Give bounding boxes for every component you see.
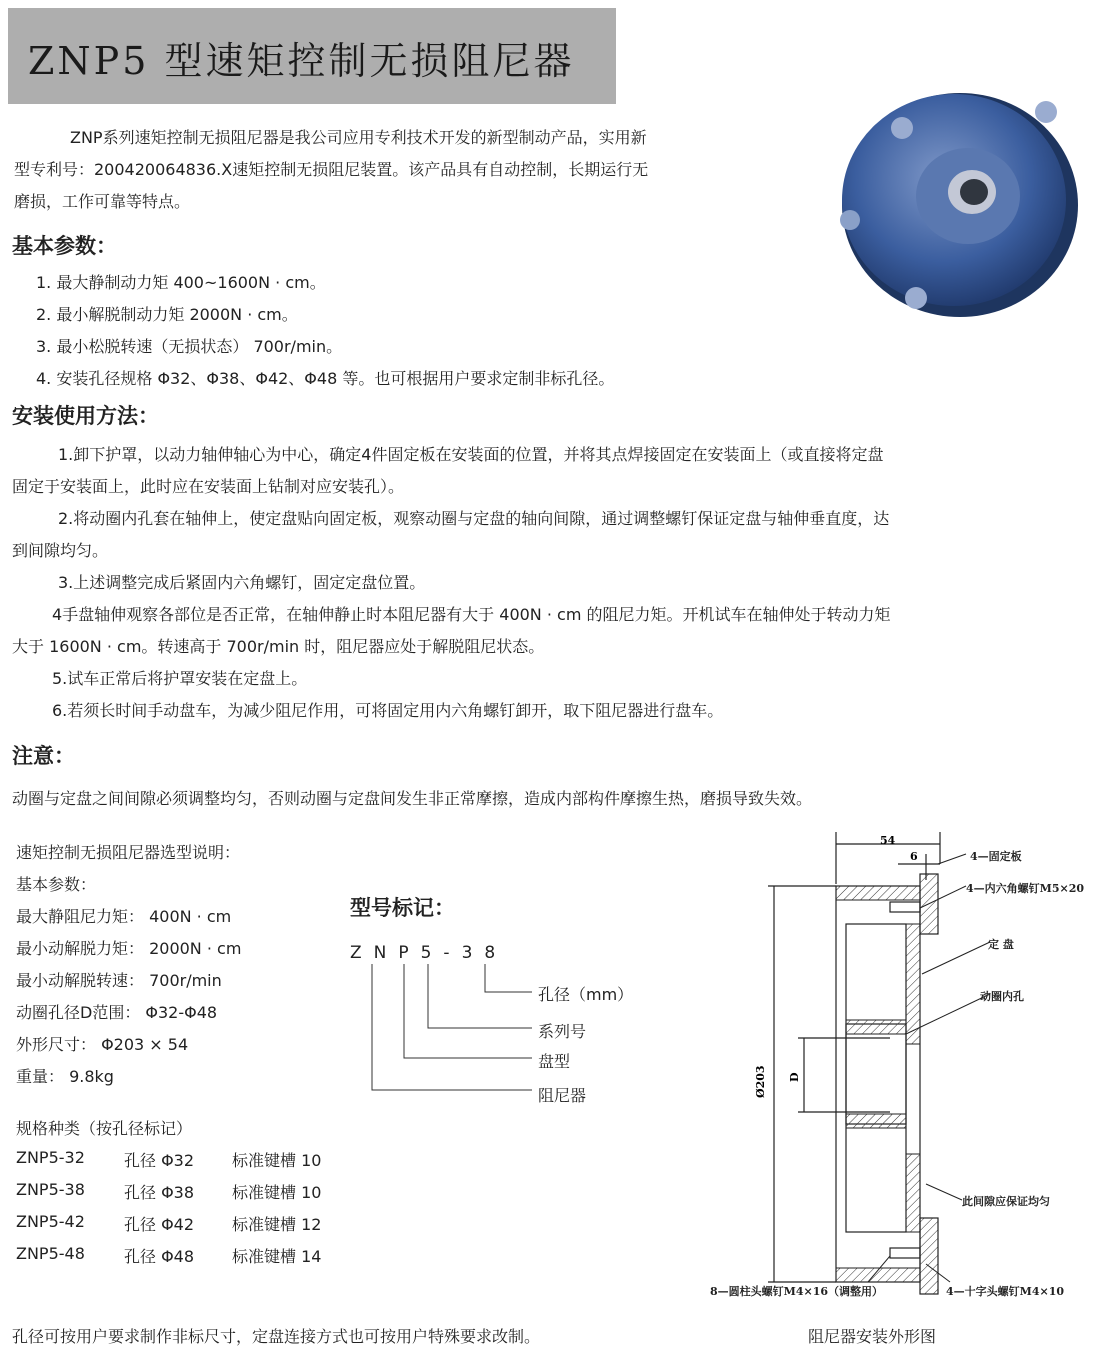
mark-label: 孔径（mm） [538, 985, 634, 1004]
callout-label: 定 盘 [988, 938, 1014, 951]
callout-label: 4—内六角螺钉M5×20 [966, 882, 1085, 895]
param-item: 3. 最小松脱转速（无损状态） 700r/min。 [36, 337, 343, 356]
spec-bore: 孔径 Φ48 [124, 1247, 195, 1266]
install-line: 到间隙均匀。 [12, 541, 109, 560]
selection-line: 动圈孔径D范围： Φ32-Φ48 [16, 1003, 218, 1022]
callout-label: 4—十字头螺钉M4×10 [946, 1285, 1065, 1298]
install-line: 6.若须长时间手动盘车，为减少阻尼作用，可将固定用内六角螺钉卸开，取下阻尼器进行盘车。 [52, 701, 724, 720]
callout-label: 动圈内孔 [980, 990, 1024, 1003]
spec-bore: 孔径 Φ38 [124, 1183, 195, 1202]
spec-model: ZNP5-38 [16, 1180, 85, 1199]
installation-diagram [690, 824, 1090, 1308]
model-mark-heading: 型号标记： [350, 896, 455, 920]
dim-203: Ø203 [754, 1065, 767, 1098]
callout-label: 8—圆柱头螺钉M4×16（调整用） [710, 1285, 884, 1298]
diagram-caption: 阻尼器安装外形图 [808, 1327, 937, 1346]
notice-heading: 注意： [12, 744, 75, 768]
mark-label: 盘型 [538, 1052, 571, 1071]
dim-6: 6 [910, 850, 918, 863]
install-line: 1.卸下护罩，以动力轴伸轴心为中心，确定4件固定板在安装面的位置，并将其点焊接固定在安装面上（或直接将定盘 [58, 445, 884, 464]
spec-keyway: 标准键槽 10 [232, 1183, 322, 1202]
notice-text: 动圈与定盘之间间隙必须调整均匀，否则动圈与定盘间发生非正常摩擦，造成内部构件摩擦生热，磨损导致失效。 [12, 789, 813, 808]
spec-bore: 孔径 Φ42 [124, 1215, 195, 1234]
selection-line: 速矩控制无损阻尼器选型说明： [16, 843, 241, 862]
install-line: 2.将动圈内孔套在轴伸上，使定盘贴向固定板，观察动圈与定盘的轴向间隙，通过调整螺钉保证定盘与轴伸垂直度，达 [58, 509, 890, 528]
spec-bore: 孔径 Φ32 [124, 1151, 195, 1170]
selection-line: 最大静阻尼力矩： 400N · cm [16, 907, 232, 926]
selection-line: 基本参数： [16, 875, 97, 894]
param-item: 1. 最大静制动力矩 400~1600N · cm。 [36, 273, 326, 292]
install-heading: 安装使用方法： [12, 404, 159, 428]
intro-line: 磨损，工作可靠等特点。 [14, 192, 191, 211]
install-line: 5.试车正常后将护罩安装在定盘上。 [52, 669, 308, 688]
spec-model: ZNP5-48 [16, 1244, 85, 1263]
product-photo [820, 80, 1082, 320]
mark-label: 阻尼器 [538, 1086, 587, 1105]
footer-note: 孔径可按用户要求制作非标尺寸，定盘连接方式也可按用户特殊要求改制。 [12, 1327, 541, 1346]
intro-line: 型专利号：200420064836.X速矩控制无损阻尼装置。该产品具有自动控制，长期运行无 [14, 160, 649, 179]
selection-line: 重量： 9.8kg [16, 1067, 114, 1086]
spec-keyway: 标准键槽 12 [232, 1215, 322, 1234]
install-line: 4手盘轴伸观察各部位是否正常，在轴伸静止时本阻尼器有大于 400N · cm 的阻尼力矩。开机试车在轴伸处于转动力矩 [52, 605, 891, 624]
param-item: 4. 安装孔径规格 Φ32、Φ38、Φ42、Φ48 等。也可根据用户要求定制非标孔径。 [36, 369, 615, 388]
dim-d: D [788, 1072, 801, 1082]
mark-label: 系列号 [538, 1022, 587, 1041]
install-line: 大于 1600N · cm。转速高于 700r/min 时，阻尼器应处于解脱阻尼状态。 [12, 637, 545, 656]
selection-line: 最小动解脱转速： 700r/min [16, 971, 222, 990]
dim-54: 54 [880, 834, 896, 847]
selection-line: 最小动解脱力矩： 2000N · cm [16, 939, 242, 958]
spec-model: ZNP5-42 [16, 1212, 85, 1231]
basic-params-heading: 基本参数： [12, 234, 117, 258]
page-title: ZNP5 型速矩控制无损阻尼器 [28, 39, 575, 83]
param-item: 2. 最小解脱制动力矩 2000N · cm。 [36, 305, 298, 324]
callout-label: 此间隙应保证均匀 [962, 1195, 1050, 1208]
selection-line: 外形尺寸： Φ203 × 54 [16, 1035, 189, 1054]
spec-model: ZNP5-32 [16, 1148, 85, 1167]
install-line: 固定于安装面上，此时应在安装面上钻制对应安装孔）。 [12, 477, 405, 496]
model-mark-leaders [340, 962, 540, 1102]
spec-keyway: 标准键槽 10 [232, 1151, 322, 1170]
spec-heading: 规格种类（按孔径标记） [16, 1119, 193, 1138]
intro-line: ZNP系列速矩控制无损阻尼器是我公司应用专利技术开发的新型制动产品，实用新 [70, 128, 647, 147]
install-line: 3.上述调整完成后紧固内六角螺钉，固定定盘位置。 [58, 573, 426, 592]
callout-label: 4—固定板 [970, 850, 1022, 863]
spec-keyway: 标准键槽 14 [232, 1247, 322, 1266]
intro-text [14, 122, 648, 218]
model-code: ZNP5-38 [350, 943, 508, 963]
